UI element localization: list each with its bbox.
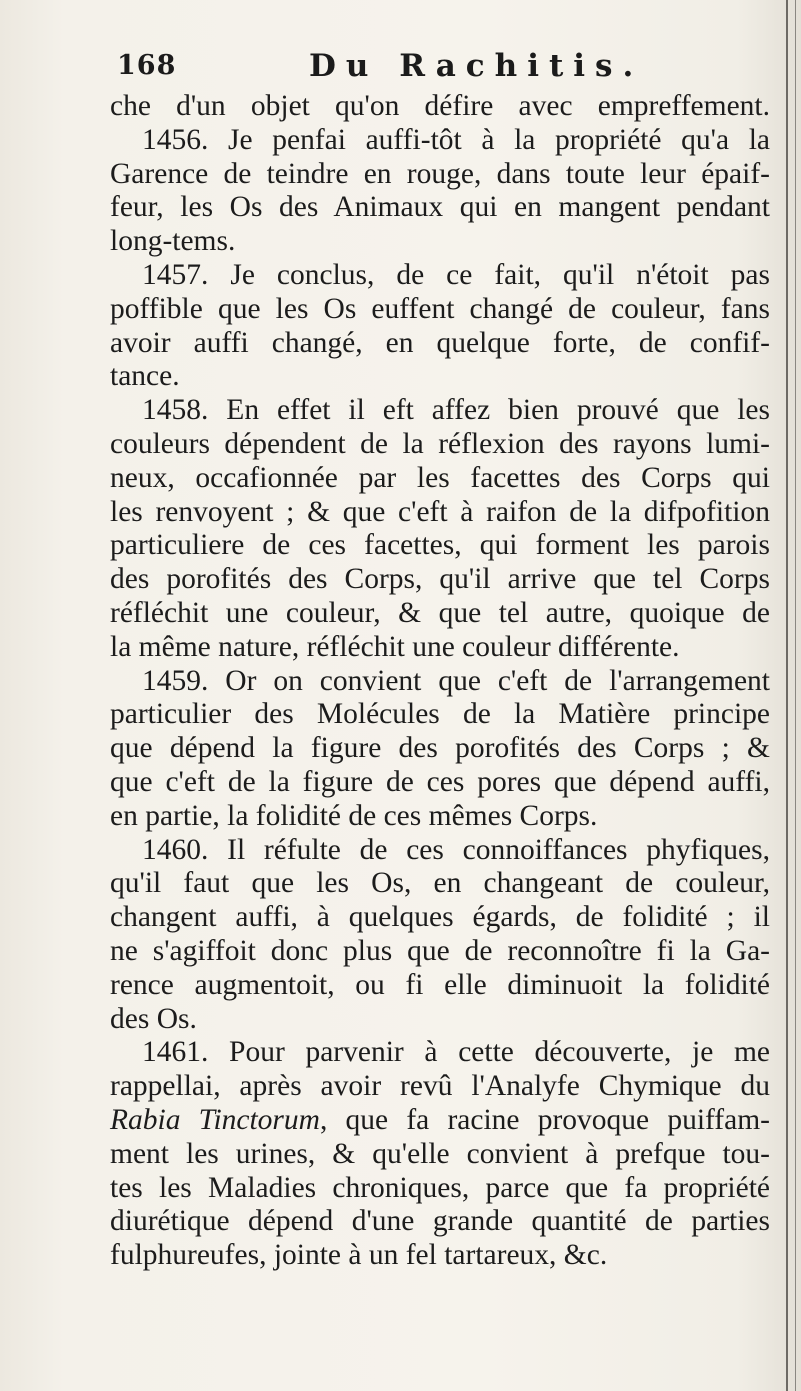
text-line: ne s'agiffoit donc plus que de reconnoître fi la Ga- (110, 934, 770, 967)
text-line: Rabia Tinctorum, que fa racine provoque puiffam- (110, 1103, 770, 1136)
text-line: que dépend la figure des porofités des Corps ; & (110, 732, 770, 765)
text-line: 1460. Il réfulte de ces connoiffances phyfiques, (142, 833, 770, 866)
text-line: 1461. Pour parvenir à cette découverte, je me (142, 1036, 770, 1069)
text-line: poffible que les Os euffent changé de couleur, fans (110, 292, 770, 325)
text-line: les renvoyent ; & que c'eft à raifon de la difpofition (110, 495, 770, 528)
text-line: diurétique dépend d'une grande quantité de parties (110, 1205, 770, 1238)
text-line: Garence de teindre en rouge, dans toute leur épaif- (110, 157, 770, 190)
text-line: avoir auffi changé, en quelque forte, de confif- (110, 326, 770, 359)
latin-name: Rabia Tinctorum (110, 1103, 320, 1136)
text-line: changent auffi, à quelques égards, de folidité ; il (110, 901, 770, 934)
text-line: rappellai, après avoir revû l'Analyfe Chymique du (110, 1070, 770, 1103)
text-line: que c'eft de la figure de ces pores que dépend auffi, (110, 765, 770, 798)
text-line: 1457. Je conclus, de ce fait, qu'il n'étoit pas (142, 258, 770, 291)
page-number: 168 (117, 50, 177, 81)
text-line: tance. (110, 360, 180, 393)
text-line: la même nature, réfléchit une couleur différente. (110, 630, 680, 663)
text-line: rence augmentoit, ou fi elle diminuoit la folidité (110, 968, 770, 1001)
body-text (110, 90, 770, 1273)
text-line: fulphureufes, jointe à un fel tartareux, &c. (110, 1239, 608, 1272)
page-edge-shadow (786, 0, 788, 1391)
text-line: des porofités des Corps, qu'il arrive que tel Corps (110, 563, 770, 596)
text-line: particulier des Molécules de la Matière principe (110, 698, 770, 731)
page-header (117, 48, 757, 88)
text-line: feur, les Os des Animaux qui en mangent pendant (110, 191, 770, 224)
page-edge-line (795, 0, 796, 1391)
text-line: neux, occafionnée par les facettes des Corps qui (110, 461, 770, 494)
running-head: Du Rachitis. (309, 48, 644, 84)
text-line: 1459. Or on convient que c'eft de l'arrangement (142, 664, 770, 697)
text-line: particuliere de ces facettes, qui forment les parois (110, 529, 770, 562)
text-line: 1458. En effet il eft affez bien prouvé que les (142, 394, 770, 427)
text-line: des Os. (110, 1002, 197, 1035)
text-line: qu'il faut que les Os, en changeant de couleur, (110, 867, 770, 900)
text-line: réfléchit une couleur, & que tel autre, quoique de (110, 596, 770, 629)
text-line: 1456. Je penfai auffi-tôt à la propriété qu'a la (142, 123, 770, 156)
text-line: couleurs dépendent de la réflexion des rayons lumi- (110, 427, 770, 460)
text-line: ment les urines, & qu'elle convient à prefque tou- (110, 1137, 770, 1170)
text-line: tes les Maladies chroniques, parce que fa propriété (110, 1171, 770, 1204)
text-line: en partie, la folidité de ces mêmes Corps. (110, 799, 598, 832)
text-line: long-tems. (110, 225, 236, 258)
text-line: che d'un objet qu'on défire avec empreffement. (110, 90, 770, 122)
